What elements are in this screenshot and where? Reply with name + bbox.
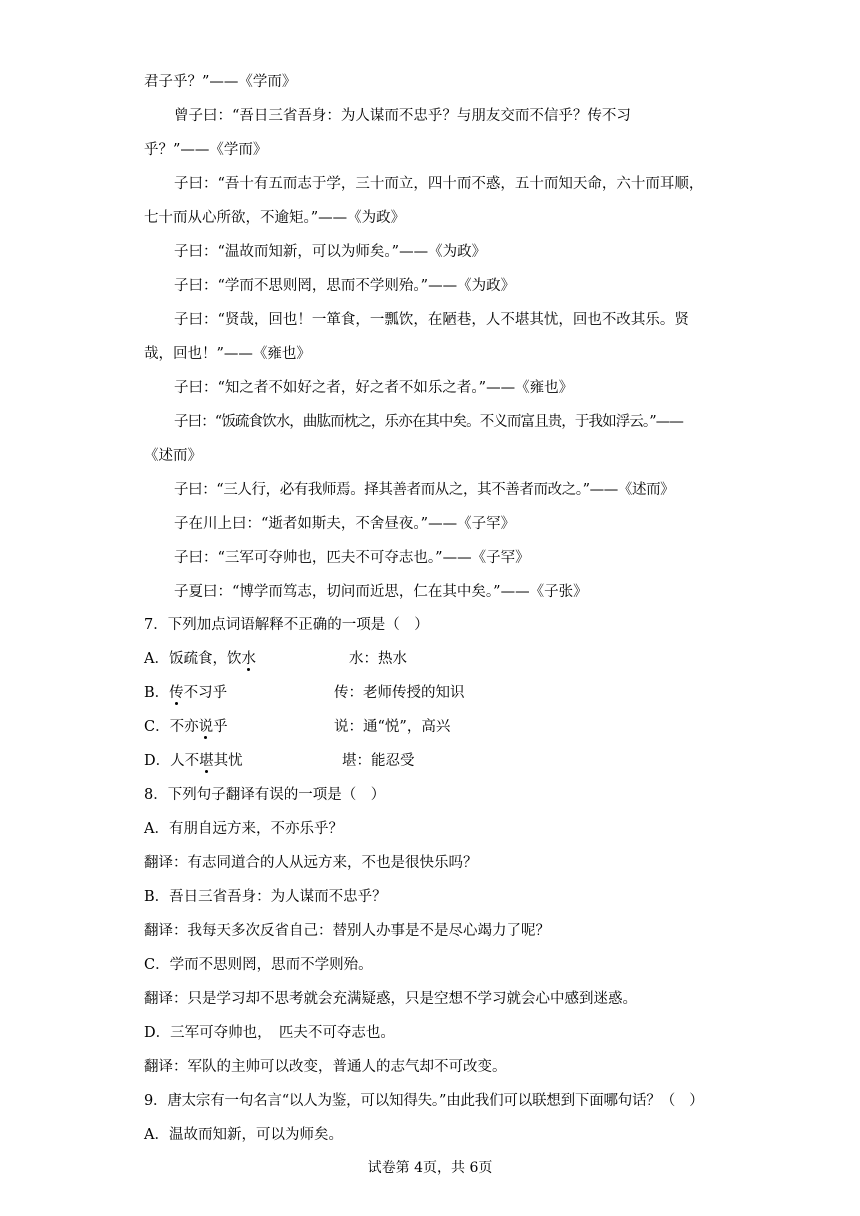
passage-line: 君子乎？”——《学而》 <box>144 74 297 90</box>
option-text: 不习乎 <box>183 685 228 701</box>
passage-line: 乎？”——《学而》 <box>144 142 268 158</box>
option-text: D．人不 <box>144 753 200 769</box>
q8-option-c-translation: 翻译：只是学习却不思考就会充满疑惑，只是空想不学习就会心中感到迷惑。 <box>144 991 637 1007</box>
passage-line: 子曰：“温故而知新，可以为师矣。”——《为政》 <box>174 244 487 260</box>
passage-line: 哉，回也！”——《雍也》 <box>144 346 311 362</box>
dotted-word: 说 <box>198 719 214 735</box>
option-text: 乎 <box>213 719 228 735</box>
page-footer: 试卷第 4页，共 6页 <box>367 1160 493 1176</box>
q7-option-c-definition: 说：通“悦”，高兴 <box>334 719 451 735</box>
passage-line: 子曰：“饭疏食饮水，曲肱而枕之，乐亦在其中矣。不义而富且贵，于我如浮云。”—— <box>174 414 683 430</box>
option-text: 其忧 <box>213 753 243 769</box>
q8-option-d[interactable]: D．三军可夺帅也， 匹夫不可夺志也。 <box>144 1025 395 1041</box>
option-text: A．饭疏食，饮 <box>144 651 242 667</box>
q8-option-a[interactable]: A．有朋自远方来，不亦乐乎？ <box>144 821 343 837</box>
passage-line: 子在川上曰：“逝者如斯夫，不舍昼夜。”——《子罕》 <box>174 516 516 532</box>
passage-line: 子曰：“三人行，必有我师焉。择其善者而从之，其不善者而改之。”——《述而》 <box>174 482 675 498</box>
q8-option-c[interactable]: C．学而不思则罔，思而不学则殆。 <box>144 957 373 973</box>
q7-option-b-definition: 传：老师传授的知识 <box>334 685 465 701</box>
q7-option-a-definition: 水：热水 <box>349 651 407 667</box>
passage-line: 子曰：“贤哉，回也！一箪食，一瓢饮，在陋巷，人不堪其忧，回也不改其乐。贤 <box>174 312 689 328</box>
option-text: B． <box>144 685 170 701</box>
passage-line: 子曰：“知之者不如好之者，好之者不如乐之者。”——《雍也》 <box>174 380 574 396</box>
question-7-stem: 7．下列加点词语解释不正确的一项是（ ） <box>144 617 429 633</box>
q8-option-a-translation: 翻译：有志同道合的人从远方来，不也是很快乐吗？ <box>144 855 478 871</box>
passage-line: 七十而从心所欲，不逾矩。”——《为政》 <box>144 210 406 226</box>
q7-option-b[interactable] <box>144 683 227 703</box>
passage-line: 子夏曰：“博学而笃志，切问而近思，仁在其中矣。”——《子张》 <box>174 584 588 600</box>
dotted-word: 堪 <box>199 753 214 769</box>
passage-line: 子曰：“三军可夺帅也，匹夫不可夺志也。”——《子罕》 <box>174 550 530 566</box>
question-9-stem: 9．唐太宗有一句名言“以人为鉴，可以知得失。”由此我们可以联想到下面哪句话？（ ） <box>144 1093 704 1109</box>
q8-option-b-translation: 翻译：我每天多次反省自己：替别人办事是不是尽心竭力了呢？ <box>144 923 550 939</box>
q8-option-b[interactable]: B．吾日三省吾身：为人谋而不忠乎？ <box>144 889 387 905</box>
q7-option-a[interactable] <box>144 649 256 669</box>
q8-option-d-translation: 翻译：军队的主帅可以改变，普通人的志气却不可改变。 <box>144 1059 507 1075</box>
option-text: C．不亦 <box>144 719 199 735</box>
q9-option-a[interactable]: A．温故而知新，可以为师矣。 <box>144 1127 343 1143</box>
q7-option-c[interactable] <box>144 717 228 737</box>
q7-option-d[interactable] <box>144 751 243 771</box>
dotted-word: 传 <box>169 685 184 701</box>
question-8-stem: 8．下列句子翻译有误的一项是（ ） <box>144 787 386 803</box>
dotted-word: 水 <box>241 651 256 667</box>
passage-line: 子曰：“吾十有五而志于学，三十而立，四十而不惑，五十而知天命，六十而耳顺， <box>174 176 704 192</box>
q7-option-d-definition: 堪：能忍受 <box>342 753 415 769</box>
passage-line: 子曰：“学而不思则罔，思而不学则殆。”——《为政》 <box>174 278 516 294</box>
passage-line: 曾子曰：“吾日三省吾身：为人谋而不忠乎？与朋友交而不信乎？传不习 <box>174 108 631 124</box>
passage-line: 《述而》 <box>144 448 202 464</box>
